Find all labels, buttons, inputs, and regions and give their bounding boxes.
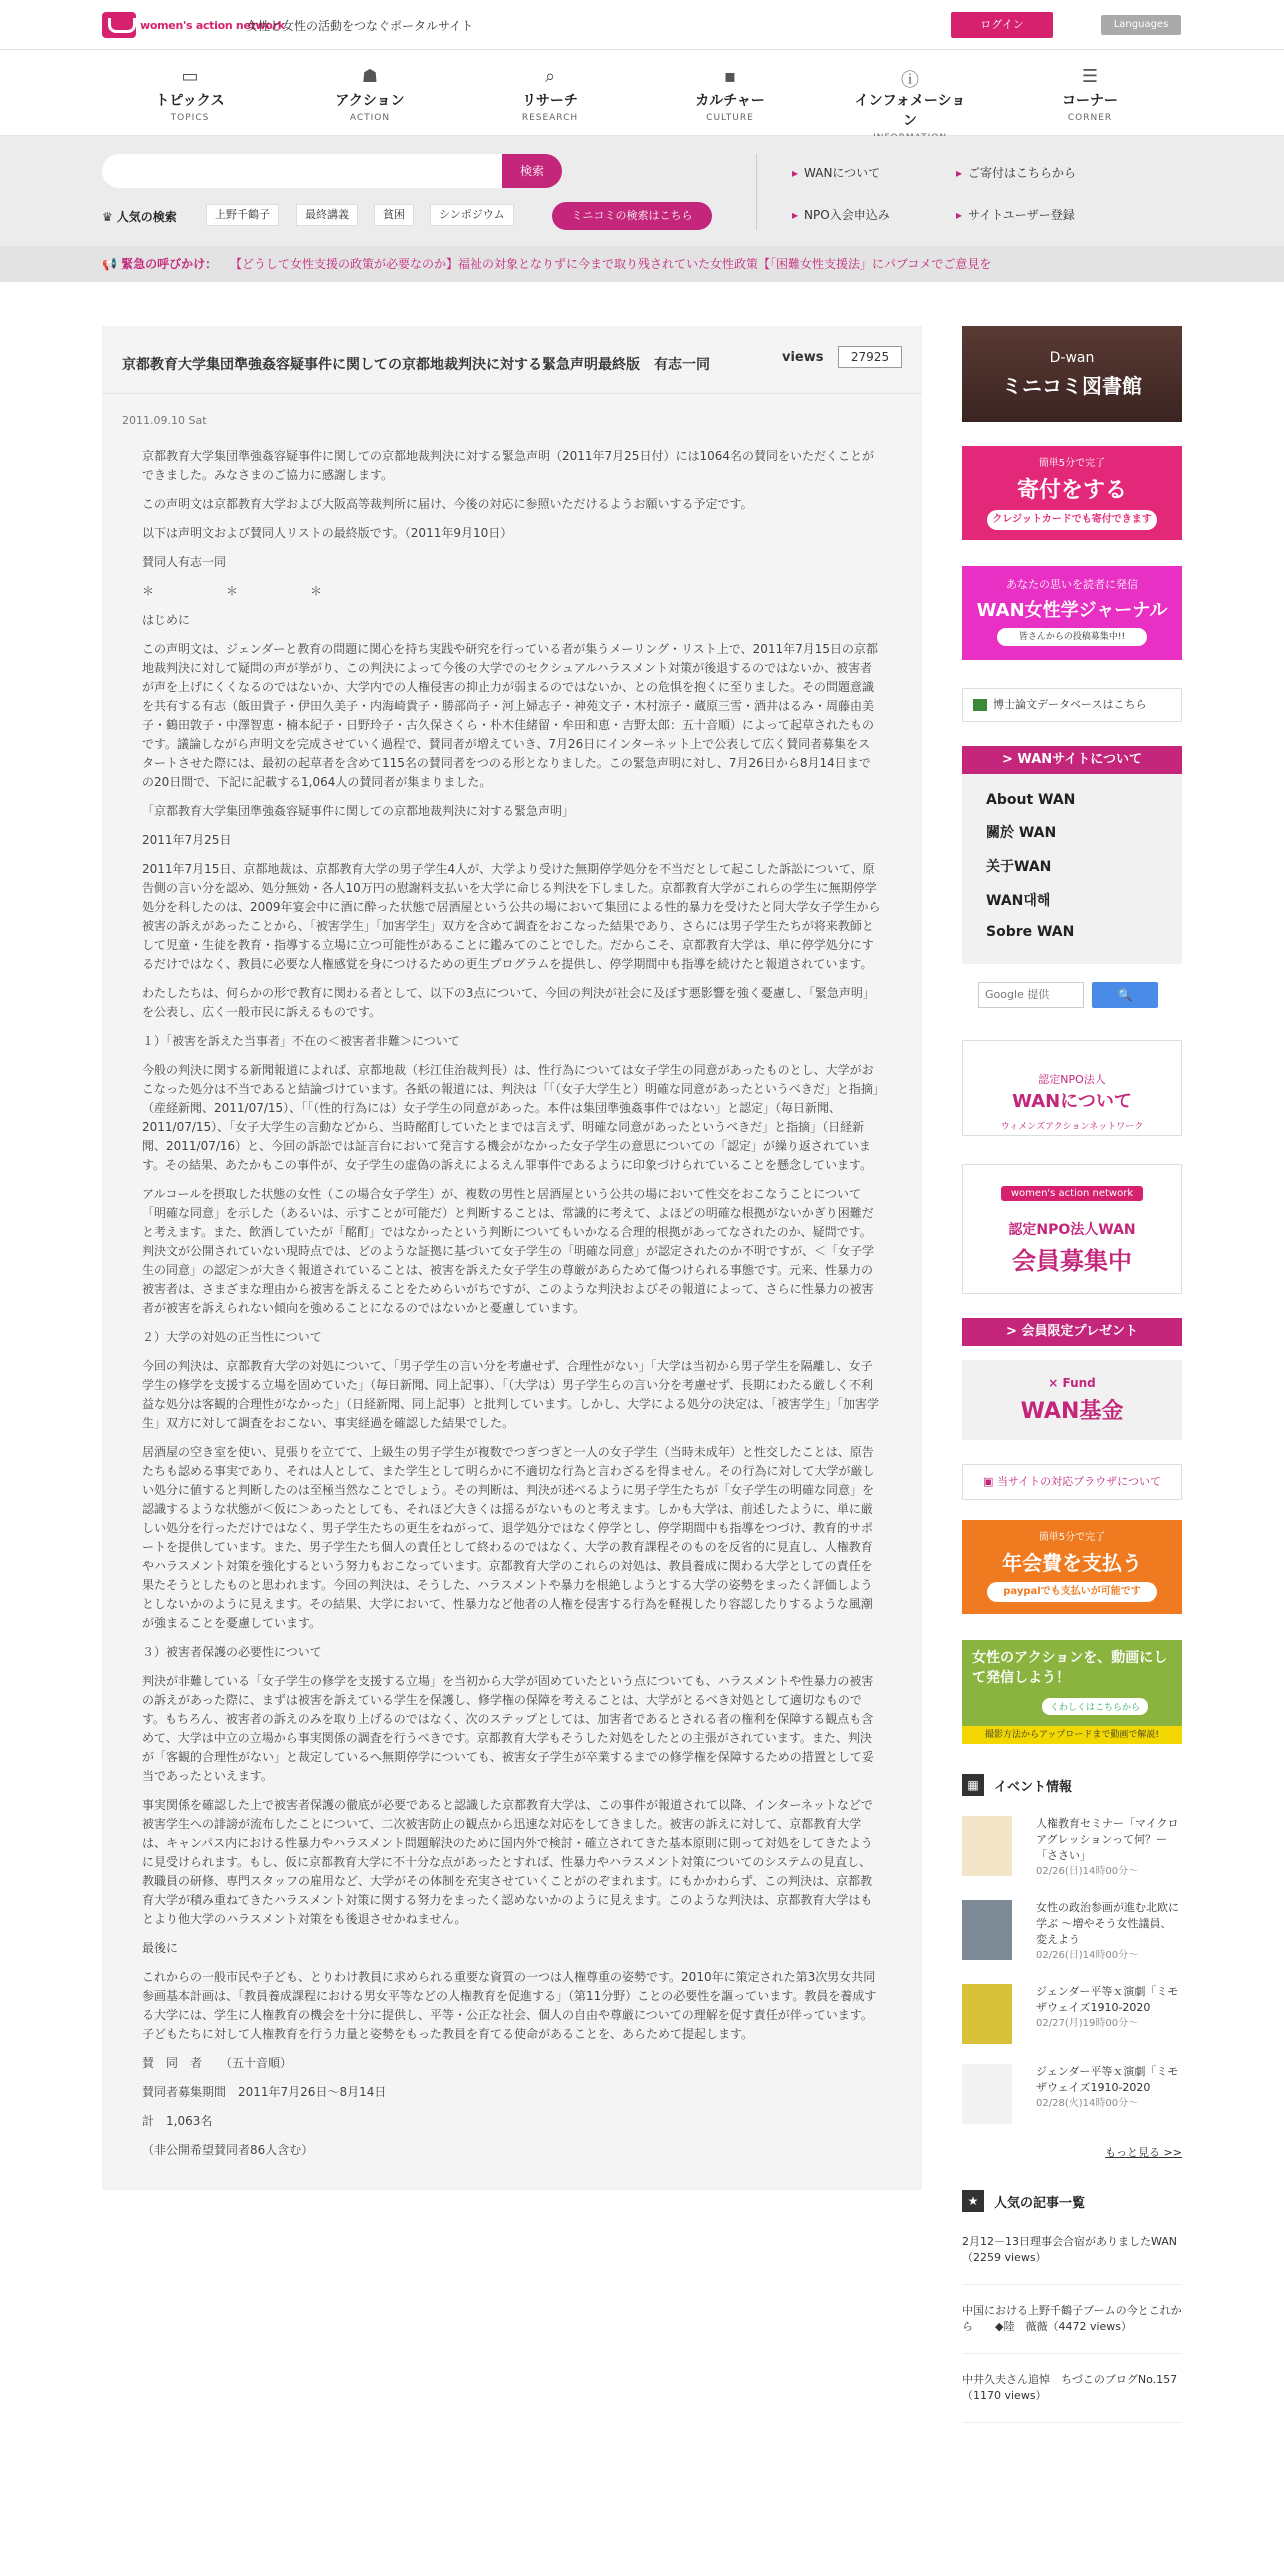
banner-large: 寄付をする xyxy=(1016,478,1127,503)
event-item[interactable] xyxy=(962,2064,1182,2124)
urgent-message[interactable]: 【どうして女性支援の政策が必要なのか】福祉の対象となりずに今まで取り残されていた女性政策【「困難女性支援法」にパブコメでご意見を xyxy=(230,257,992,271)
login-button[interactable]: ログイン xyxy=(951,12,1053,38)
annual-fee-banner[interactable] xyxy=(962,1520,1182,1614)
search-band xyxy=(0,136,1284,246)
popular-label-text: 人気の検索 xyxy=(116,210,177,224)
banner-small: 認定NPO法人WAN xyxy=(1008,1222,1136,1238)
banner-small: 簡単5分で完了 xyxy=(1038,1532,1106,1543)
nav-research[interactable] xyxy=(490,66,610,123)
browser-icon: ▣ xyxy=(983,1475,997,1488)
event-item[interactable] xyxy=(962,1900,1182,1964)
wan-fund-banner[interactable] xyxy=(962,1360,1182,1440)
user-register-link[interactable]: ▸ サイトユーザー登録 xyxy=(956,206,1075,223)
article-paragraph: 最後に xyxy=(142,1941,179,1955)
article-paragraph: この声明文は京都教育大学および大阪高等裁判所に届け、今後の対応に参照いただけるようお願いする予定です。 xyxy=(142,497,753,511)
member-recruit-banner[interactable] xyxy=(962,1164,1182,1294)
event-item[interactable] xyxy=(962,1984,1182,2044)
nav-topics[interactable] xyxy=(130,66,250,123)
research-icon: ⌕ xyxy=(544,66,556,87)
event-title: 人権教育セミナー「マイクロアグレッションって何？ー「ささい」 xyxy=(1036,1817,1179,1862)
article-paragraph: 以下は声明文および賛同人リストの最終版です。（2011年9月10日） xyxy=(142,526,513,540)
article-paragraph: ＊ ＊ ＊ xyxy=(142,584,323,598)
article-paragraph: 判決が非難している「女子学生の修学を支援する立場」を当初から大学が固めていたという点についても、ハラスメントや性暴力の被害の訴えがあった際に、まずは被害を訴えている学生を保護し、修学権の保障を考えることは、大学がとるべき対処として適切なものです。もちろん、被害者の訴えのみを取り上げるのではなく、次のステップとしては、加害者であるとされる者の権利を保障する観点も含めて、大学は中立の立場から事実関係の調査を行うべきです。京都教育大学もそうした対処をしたとの主張がされています。また、判決が「客観的合理性がない」と裁定しているへ無期停学についても、被害女子学生が卒業するまでの修学権を保障するための措置として妥当であったといえます。 xyxy=(142,1674,874,1783)
browser-info-banner[interactable] xyxy=(962,1464,1182,1500)
sidebar xyxy=(962,326,1182,2423)
wan-logo-icon xyxy=(102,12,136,38)
google-search-button[interactable]: 🔍 xyxy=(1092,982,1158,1008)
urgent-label-text: 緊急の呼びかけ： xyxy=(121,257,218,271)
wan-logo-icon: women's action network xyxy=(1001,1186,1143,1201)
google-search-input[interactable]: Google 提供 xyxy=(978,982,1084,1008)
article-paragraph: 居酒屋の空き室を使い、見張りを立てて、上級生の男子学生が複数でつぎつぎと一人の女子学生（当時未成年）と性交したことは、原告たちも認める事実であり、それは人として、また学生として明らかに不適切な行為と言わざるを得ません。その行為に対して大学が厳しい処分に値すると判断したのは至極当然なことでしょう。その判断は、判決が述べるように男子学生たちが「女子学生の明確な同意」を認識するような状態が＜仮に＞あったとしても、それほど大きくは揺るがないものと考えます。しかも大学は、前述したように、単に厳しい処分を行っただけではなく、男子学生たちの更生をねがって、退学処分ではなく停学とし、停学期間中も指導をつづけ、教育的サポートを提供しています。また、男子学生たち個人の責任として終わるのではなく、大学の教育課程そのものを反省的に見直し、人権教育やハラスメント対策を強化するという努力もおこなっています。京都教育大学のこれらの対処は、教員養成に関わる大学としての責任を果たそうとしたものと思われます。今回の判決は、そうした、ハラスメントや暴力を根絶しようとする大学の姿勢をまったく評価しようとしないかのように見えます。その結果、大学において、性暴力など他者の人権を侵害する行為を軽視したり容認したりするような風潮が強まることを憂慮しています。 xyxy=(142,1445,875,1630)
calendar-icon: ▦ xyxy=(962,1774,984,1796)
article-paragraph: 今般の判決に関する新聞報道によれば、京都地裁（杉江佳治裁判長）は、性行為については女子学生の同意があったものとし、大学がおこなった処分は不当であると結論づけています。各紙の報道には、判決は「「（女子大学生と）明確な同意があったというべきだ」と指摘」（産経新聞、2011/07/15）、「「（性的行為には）女子学生の同意があった。本件は集団準強姦事件ではない」と認定」（毎日新聞、2011/07/15）、「女子大学生の言動などから、当時酩酊していたとまでは言えず、明確な同意があったというべきだ」と指摘」（日経新聞、2011/07/16）と、今回の訴訟では証言台において発言する機会がなかった女子学生の意思についての「認定」が繰り返されています。その結果、あたかもこの事件が、女子学生の虚偽の訴えによるえん罪事件であるように印象づけられていることを懸念しています。 xyxy=(142,1063,879,1172)
popular-search-label xyxy=(102,208,177,225)
nav-sublabel: ACTION xyxy=(349,113,391,123)
event-thumbnail xyxy=(962,1900,1012,1960)
article-paragraph: ２）大学の対処の正当性について xyxy=(142,1330,322,1344)
article-paragraph: この声明文は、ジェンダーと教育の問題に関心を持ち実践や研究を行っている者が集うメーリング・リスト上で、2011年7月15日の京都地裁判決に対して疑問の声が挙がり、この判決によって今後の大学でのセクシュアルハラスメント対策が後退するのではないか、被害者が声を上げにくくなるのではないか、大学内での人権侵害の抑止力が弱まるのではないか、との危惧を抱くに至りました。その問題意識を共有する有志（飯田貴子・伊田久美子・内海崎貴子・勝部尚子・河上婦志子・神苑文子・木村涼子・蔵原三雪・酒井はるみ・周藤由美子・鶴田敦子・中澤智恵・楠本紀子・日野玲子・古久保さくら・朴木佳緒留・牟田和恵・吉野太郎：五十音順）によって起草されたものです。議論しながら声明文を完成させていく過程で、賛同者が増えていき、7月26日にインターネット上で公表して広く賛同者募集をスタートさせた際には、最初の起草者を含めて115名の賛同者をつのる形となりました。この緊急声明に対し、7月26日から8月14日までの20日間で、下記に記載する1,064人の賛同者が集まりました。 xyxy=(142,642,879,789)
banner-large: WANについて xyxy=(1012,1091,1132,1112)
logo-text: women's action network xyxy=(140,18,285,32)
wan-site-links xyxy=(962,774,1182,964)
banner-large: 年会費を支払う xyxy=(1002,1551,1142,1575)
culture-icon: ▪ xyxy=(723,66,737,87)
article xyxy=(102,326,922,2190)
video-banner[interactable] xyxy=(962,1640,1182,1744)
nav-label: カルチャー xyxy=(695,93,765,109)
database-icon xyxy=(973,699,987,711)
article-paragraph: （非公開希望賛同者86人含む） xyxy=(142,2143,314,2157)
popular-tag[interactable]: 貧困 xyxy=(374,204,414,226)
banner-small: × Fund xyxy=(1048,1376,1096,1390)
article-body xyxy=(102,437,922,2190)
wan-lang-link[interactable]: Sobre WAN xyxy=(986,924,1075,940)
journal-banner[interactable] xyxy=(962,566,1182,660)
nav-label: アクション xyxy=(335,93,405,109)
nav-information[interactable] xyxy=(850,66,970,143)
article-paragraph: 2011年7月25日 xyxy=(142,833,232,847)
nav-sublabel: CORNER xyxy=(1067,113,1113,123)
event-thumbnail xyxy=(962,2064,1012,2124)
top-bar xyxy=(0,0,1284,50)
nav-label: トピックス xyxy=(155,93,225,109)
banner-small: 簡単5分で完了 xyxy=(1038,458,1106,469)
banner-button: paypalでも支払いが可能です xyxy=(987,1582,1157,1602)
article-paragraph: 京都教育大学集団準強姦容疑事件に関しての京都地裁判決に対する緊急声明（2011年7月25日付）には1064名の賛同をいただくことができました。みなさまのご協力に感謝します。 xyxy=(142,449,874,482)
event-title: ジェンダー平等ｘ演劇「ミモザウェイズ1910-2020 xyxy=(1036,2065,1179,2094)
ranking-item[interactable]: 中井久夫さん追悼 ちづこのブログNo.157（1170 views） xyxy=(962,2372,1182,2423)
nav-sublabel: CULTURE xyxy=(706,113,754,123)
search-input[interactable] xyxy=(102,154,502,188)
article-paragraph: 「京都教育大学集団準強姦容疑事件に関しての京都地裁判決に対する緊急声明」 xyxy=(142,804,575,818)
info-icon: ⓘ xyxy=(901,70,919,91)
banner-sub: ウィメンズアクションネットワーク xyxy=(1000,1122,1144,1132)
thesis-label: 博士論文データベースはこちら xyxy=(993,698,1147,711)
divider xyxy=(756,154,757,230)
event-item[interactable] xyxy=(962,1816,1182,1880)
event-title: 女性の政治参画が進む北欧に学ぶ 〜増やそう女性議員、変えよう xyxy=(1036,1901,1179,1946)
thesis-db-banner[interactable] xyxy=(962,688,1182,722)
events-more-link[interactable]: もっと見る >> xyxy=(1105,2146,1182,2159)
languages-button[interactable]: Languages xyxy=(1101,15,1181,35)
nav-sublabel: RESEARCH xyxy=(521,113,579,123)
article-paragraph: 2011年7月15日、京都地裁は、京都教育大学の男子学生4人が、大学より受けた無期停学処分を不当だとして起こした訴訟について、原告側の言い分を認め、処分無効・各人10万円の慰謝料支払いを大学に命じる判決を下しました。京都教育大学がこれらの学生に無期停学処分を科したのは、2009年宴会中に酒に酔った状態で居酒屋という公共の場において集団による性的暴力を受けたと同大学女子学生から被害の訴えがあったことから、「被害学生」「加害学生」双方を含めて調査をおこなった結果であり、さらには男子学生たちが将来教師として児童・生徒を教育・指導する立場に立つ可能性があることに鑑みてのことでした。だからこそ、京都教育大学は、単に停学処分にするだけではなく、教員に必要な人権感覚を身につけるための更生プログラムを提供し、停学期間中も指導を続けたと報道されています。 xyxy=(142,862,881,971)
dwan-banner[interactable] xyxy=(962,326,1182,422)
article-header xyxy=(102,326,922,394)
popular-tag[interactable]: 上野千鶴子 xyxy=(206,204,279,226)
about-wan-link[interactable]: ▸ WANについて xyxy=(792,164,880,181)
banner-large: 女性のアクションを、動画にして発信しよう！ xyxy=(972,1650,1168,1686)
topics-icon: ▭ xyxy=(181,66,199,87)
star-icon: ★ xyxy=(962,2190,984,2212)
event-date: 02/28(火)14時00分〜 xyxy=(1036,2098,1139,2109)
article-paragraph: 事実関係を確認した上で被害者保護の徹底が必要であると認識した京都教育大学は、この事件が報道されて以降、インターネットなどで被害学生への誹謗が流布したことについて、二次被害防止の観点から迅速な対応をしてきました。被害の訴えに対して、京都教育大学は、キャンパス内における性暴力やハラスメント問題解決のために国内外で検討・確立されてきた基本原則に則って対処をしてきたように見受けられます。もし、仮に京都教育大学に不十分な点があったとすれば、性暴力やハラスメント対策についてのシステムの見直し、教職員の研修、専門スタッフの雇用など、大学がその体制を充実させていくことがのぞまれます。にもかかわらず、この判決は、京都教育大学が積み重ねてきたハラスメント対策に関する努力をまったく認めないかのように見えます。このような判決は、京都教育大学はもとより他大学のハラスメント対策をも後退させかねません。 xyxy=(142,1798,873,1926)
views-count: 27925 xyxy=(838,346,902,368)
banner-large: WAN女性学ジャーナル xyxy=(976,600,1168,621)
article-paragraph: これからの一般市民や子ども、とりわけ教員に求められる重要な資質の一つは人権尊重の姿勢です。2010年に策定された第3次男女共同参画基本計画は、「教員養成課程における男女平等などの人権教育を促進する」（第11分野）ことの必要性を謳っています。教員を養成する大学には、学生に人権教育の機会を十分に提供し、平等・公正な社会、個人の自由や尊厳についての理解を促す責任が伴っています。子どもたちに対して人権教育を行う力量と姿勢をもった教員を育てる使命があることを、あらためて提起します。 xyxy=(142,1970,877,2041)
menu-icon: ☰ xyxy=(1081,66,1099,87)
ranking-item[interactable]: 2月12－13日理事会合宿がありましたWAN（2259 views） xyxy=(962,2234,1182,2285)
views-label: views xyxy=(782,350,824,365)
nav-label: インフォメーション xyxy=(854,93,966,129)
ranking-title: 人気の記事一覧 xyxy=(994,2195,1086,2211)
popular-tag[interactable]: シンポジウム xyxy=(430,204,514,226)
banner-small: 認定NPO法人 xyxy=(1038,1073,1106,1086)
event-title: ジェンダー平等ｘ演劇「ミモザウェイズ1910-2020 xyxy=(1036,1985,1179,2014)
article-date: 2011.09.10 Sat xyxy=(122,414,207,427)
main-content xyxy=(102,326,922,2190)
event-thumbnail xyxy=(962,1816,1012,1876)
action-icon: ☗ xyxy=(361,66,379,87)
article-paragraph: 今回の判決は、京都教育大学の対処について、「男子学生の言い分を考慮せず、合理性がない」「大学は当初から男子学生を隔離し、女子学生の修学を支援する立場を固めていた」（毎日新聞、同上記事）、「（大学は）男子学生らの言い分を考慮せず、長期にわたる厳しく不利益な処分は客観的合理性がなかった」（日経新聞、同上記事）と批判しています。しかし、大学による処分の決定は、「被害学生」「加害学生」双方に対して調査をおこない、事実経過を確認した結果でした。 xyxy=(142,1359,880,1430)
article-title: 京都教育大学集団準強姦容疑事件に関しての京都地裁判決に対する緊急声明最終版 有志一同 xyxy=(122,357,710,373)
banner-footer: 撮影方法からアップロードまで動画で解説! xyxy=(962,1726,1182,1744)
nav-culture[interactable] xyxy=(670,66,790,123)
wan-lang-link[interactable]: 關於 WAN xyxy=(986,825,1057,841)
events-title: イベント情報 xyxy=(994,1779,1073,1795)
google-search xyxy=(978,982,1182,1008)
nav-action[interactable] xyxy=(310,66,430,123)
banner-button: 皆さんからの投稿募集中!! xyxy=(997,628,1147,646)
banner-small: あなたの思いを読者に発信 xyxy=(1006,578,1138,591)
article-paragraph: ３）被害者保護の必要性について xyxy=(142,1645,322,1659)
minicomi-search-button[interactable]: ミニコミの検索はこちら xyxy=(552,202,712,230)
banner-large: 会員募集中 xyxy=(1012,1247,1132,1275)
nav-sublabel: TOPICS xyxy=(170,113,210,123)
npo-about-banner[interactable] xyxy=(962,1040,1182,1136)
wan-lang-link[interactable]: WAN대해 xyxy=(986,893,1051,909)
ranking-heading xyxy=(962,2190,1182,2212)
article-paragraph: 計 1,063名 xyxy=(142,2114,213,2128)
events-heading xyxy=(962,1774,1182,1796)
nav-label: コーナー xyxy=(1062,93,1118,109)
npo-join-link[interactable]: ▸ NPO入会申込み xyxy=(792,206,890,223)
nav-corner[interactable] xyxy=(1030,66,1150,123)
site-tagline: 女性と女性の活動をつなぐポータルサイト xyxy=(246,19,474,33)
banner-large: ミニコミ図書館 xyxy=(1002,374,1142,398)
main-nav xyxy=(0,50,1284,136)
article-paragraph: 賛 同 者 （五十音順） xyxy=(142,2056,293,2070)
urgent-label: 📢 緊急の呼びかけ： xyxy=(102,257,218,271)
article-paragraph: はじめに xyxy=(142,613,191,627)
popular-tag[interactable]: 最終講義 xyxy=(296,204,358,226)
wan-site-heading: > WANサイトについて xyxy=(962,746,1182,774)
present-heading[interactable]: > 会員限定プレゼント xyxy=(962,1318,1182,1346)
urgent-banner xyxy=(0,246,1284,282)
article-paragraph: １）「被害を訴えた当事者」不在の＜被害者非難＞について xyxy=(142,1034,460,1048)
search-button[interactable]: 検索 xyxy=(502,154,562,188)
crown-icon: ♛ xyxy=(102,209,113,224)
donation-link[interactable]: ▸ ご寄付はこちらから xyxy=(956,164,1076,181)
event-date: 02/26(日)14時00分〜 xyxy=(1036,1950,1139,1961)
wan-lang-link[interactable]: About WAN xyxy=(986,792,1076,808)
article-paragraph: 賛同者募集期間 2011年7月26日〜8月14日 xyxy=(142,2085,387,2099)
browser-label: 当サイトの対応ブラウザについて xyxy=(996,1475,1161,1488)
banner-large: WAN基金 xyxy=(1020,1399,1124,1424)
event-date: 02/26(日)14時00分〜 xyxy=(1036,1866,1139,1877)
nav-label: リサーチ xyxy=(522,93,578,109)
article-paragraph: 賛同人有志一同 xyxy=(142,555,227,569)
event-thumbnail xyxy=(962,1984,1012,2044)
wan-lang-link[interactable]: 关于WAN xyxy=(986,859,1052,875)
ranking-item[interactable]: 中国における上野千鶴子ブームの今とこれから ◆陸 薇薇（4472 views） xyxy=(962,2303,1182,2354)
banner-small: D-wan xyxy=(1049,350,1095,366)
event-date: 02/27(月)19時00分〜 xyxy=(1036,2018,1139,2029)
donate-banner[interactable] xyxy=(962,446,1182,540)
article-paragraph: アルコールを摂取した状態の女性（この場合女子学生）が、複数の男性と居酒屋という公共の場において性交をおこなうことについて「明確な同意」を示した（あるいは、示すことが可能だ）と判断することは、常識的に考えて、よほどの明確な根拠がないかぎり困難だと考えます。また、飲酒していたが「酩酊」ではなかったという判断についてもいかなる合理的根拠があってなされたのか、疑問です。判決文が公開されていない現時点では、どのような証拠に基づいて女子学生の「明確な同意」が認定されたのか不明ですが、＜「女子学生の同意」の認定＞が大きく報道されていることは、被害を訴えた女子学生の尊厳があらためて傷つけられる事態です。元来、性暴力の被害者は、さまざまな理由から被害を訴えることをためらいがちですが、このような判決およびその報道によって、さらに性暴力の被害者が被害を訴えられない傾向を強めることになるのではないかと憂慮しています。 xyxy=(142,1187,875,1315)
banner-button: くわしくはこちらから xyxy=(1042,1698,1148,1715)
article-paragraph: わたしたちは、何らかの形で教育に関わる者として、以下の3点について、今回の判決が社会に及ぼす悪影響を強く憂慮し、「緊急声明」を公表し、広く一般市民に訴えるものです。 xyxy=(142,986,875,1019)
banner-button: クレジットカードでも寄付できます xyxy=(987,510,1157,530)
